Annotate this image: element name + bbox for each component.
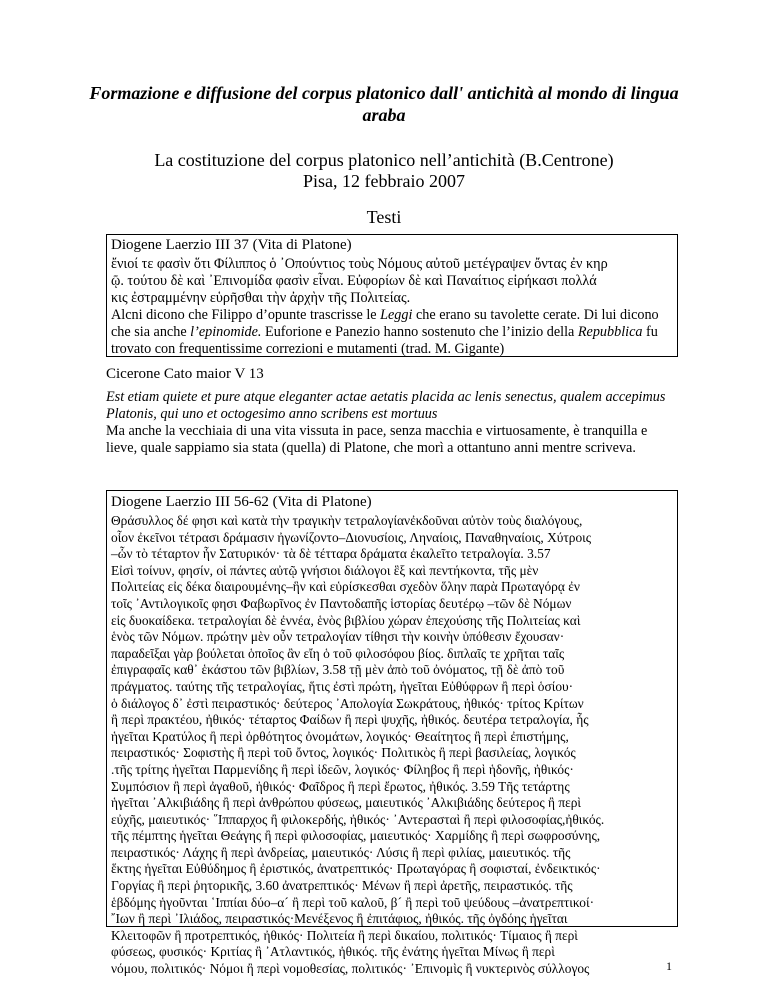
- greek-line: –ὧν τὸ τέταρτον ἦν Σατυρικόν· τὰ δὲ τέτταρα δράματα ἐκαλεῖτο τετραλογία. 3.57: [111, 546, 551, 562]
- document-title: [60, 82, 708, 126]
- section-label: Testi: [366, 207, 402, 227]
- greek-line: κις ἐστραμμένην εὑρῆσθαι τὴν ἀρχὴν τῆς Πολιτείας.: [111, 290, 411, 306]
- title-line-1: Formazione e diffusione del corpus platonico dall' antichità al mondo di lingua: [89, 83, 679, 103]
- italian-translation: Ma anche la vecchiaia di una vita vissuta in pace, senza macchia e virtuosamente, è tranquilla e lieve, quale sappiamo sia stata (quella) di Platone, che morì a ottantuno anni mentre scriveva.: [106, 423, 648, 456]
- subtitle-line-2: Pisa, 12 febbraio 2007: [303, 171, 465, 191]
- greek-line: ἕκτης ἡγεῖται Εὐθύδημος ἢ ἐριστικός, ἀνατρεπτικός· Πρωταγόρας ἢ σοφισταί, ἐνδεικτικός·: [111, 861, 601, 877]
- greek-line: παραδεῖξαι γὰρ βούλεται ὁποῖος ἂν εἴη ὁ τοῦ φιλοσόφου βίος. διπλαῖς τε χρῆται ταῖς: [111, 645, 565, 661]
- title-line-2: araba: [362, 105, 406, 125]
- greek-line: .τῆς τρίτης ἡγεῖται Παρμενίδης ἢ περὶ ἰδεῶν, λογικός· Φίληβος ἢ περὶ ἡδονῆς, ἠθικός·: [111, 761, 574, 777]
- greek-line: εὐχῆς, μαιευτικός· ῞Ιππαρχος ἢ φιλοκερδής, ἠθικός· ᾿Αντερασταὶ ἢ περὶ φιλοσοφίας,ἠθικός.: [111, 811, 605, 827]
- greek-line: πειραστικός· Σοφιστὴς ἢ περὶ τοῦ ὄντος, λογικός· Πολιτικὸς ἢ περὶ βασιλείας, λογικός: [111, 745, 576, 761]
- greek-line: Θράσυλλος δέ φησι καὶ κατὰ τὴν τραγικὴν τετραλογίανἐκδοῦναι αὐτὸν τοὺς διαλόγους,: [111, 513, 583, 528]
- source-heading: Diogene Laerzio III 37 (Vita di Platone): [111, 237, 352, 253]
- greek-line: νόμου, πολιτικός· Νόμοι ἢ περὶ νομοθεσίας, πολιτικός· ᾿Επινομὶς ἢ νυκτερινὸς σύλλογος: [111, 961, 590, 977]
- greek-line: τῆς πέμπτης ἡγεῖται Θεάγης ἢ περὶ φιλοσοφίας, μαιευτικός· Χαρμίδης ἢ περὶ σωφροσύνης,: [111, 828, 601, 844]
- greek-line: εἰς δυοκαίδεκα. τετραλογίαι δὲ ἐννέα, ἑνὸς βιβλίου χώραν ἐπεχούσης τῆς Πολιτείας καὶ: [111, 612, 581, 628]
- translation-segment: Euforione e Panezio hanno sostenuto che l’inizio della: [261, 324, 578, 340]
- greek-line: ἡγεῖται ᾿Αλκιβιάδης ἢ περὶ ἀνθρώπου φύσεως, μαιευτικός ᾿Αλκιβιάδης δεύτερος ἢ περὶ: [111, 795, 581, 811]
- greek-line: Γοργίας ἢ περὶ ῥητορικῆς, 3.60 ἀνατρεπτικός· Μένων ἢ περὶ ἀρετῆς, πειραστικός. τῆς: [111, 878, 573, 894]
- translation-title-epinomide: l’epinomide.: [190, 324, 262, 340]
- greek-line: ἡγεῖται Κρατύλος ἢ περὶ ὀρθότητος ὀνομάτων, λογικός· Θεαίτητος ἢ περὶ ἐπιστήμης,: [111, 728, 569, 744]
- greek-line: οἷον ἐκεῖνοι τέτρασι δράμασιν ἠγωνίζοντο–Διονυσίοις, Ληναίοις, Παναθηναίοις, Χύτροις: [111, 529, 592, 545]
- source-box-diogenes-37: [106, 234, 678, 357]
- greek-line: ἐπιγραφαῖς καθ᾿ ἑκάστου τῶν βιβλίων, 3.58 τῇ μὲν ἀπὸ τοῦ ὀνόματος, τῇ δὲ ἀπὸ τοῦ: [111, 662, 565, 678]
- greek-line: ῎Ιων ἢ περὶ ᾿Ιλιάδος, πειραστικός·Μενέξενος ἢ ἐπιτάφιος, ἠθικός. τῆς ὀγδόης ἡγεῖται: [111, 911, 568, 927]
- greek-line: πράγματος. ταύτης τῆς τετραλογίας, ἥτις ἐστὶ πρώτη, ἡγεῖται Εὐθύφρων ἢ περὶ ὁσίου·: [111, 678, 574, 694]
- source-heading: Cicerone Cato maior V 13: [106, 366, 264, 382]
- greek-line: ὁ διάλογος δ᾿ ἐστὶ πειραστικός· δεύτερος ᾿Απολογία Σωκράτους, ἠθικός· τρίτος Κρίτων: [111, 695, 584, 711]
- greek-line: ἑνὸς τῶν Νόμων. πρώτην μὲν οὖν τετραλογίαν τίθησι τὴν κοινὴν ὑπόθεσιν ἔχουσαν·: [111, 629, 565, 645]
- greek-line: ῷ. τούτου δὲ καὶ ᾿Επινομίδα φασὶν εἶναι. Εὐφορίων δὲ καὶ Παναίτιος εἰρήκασι πολλά: [111, 273, 597, 289]
- greek-line: Συμπόσιον ἢ περὶ ἀγαθοῦ, ἠθικός· Φαῖδρος ἢ περὶ ἔρωτος, ἠθικός. 3.59 Τῆς τετάρτης: [111, 778, 570, 794]
- greek-line: ἑβδόμης ἡγοῦνται ῾Ιππίαι δύο–α´ ἢ περὶ τοῦ καλοῦ, β´ ἢ περὶ τοῦ ψεύδους –ἀνατρεπτικοί·: [111, 894, 595, 910]
- greek-line: τοῖς ᾿Αντιλογικοῖς φησι Φαβωρῖνος ἐν Παντοδαπῆς ἱστορίας δευτέρῳ –τῶν δὲ Νόμων: [111, 595, 572, 611]
- greek-line: Πολιτείας εἰς δέκα διαιρουμένης–ἣν καὶ εὑρίσκεσθαι σχεδὸν ὅλην παρὰ Πρωταγόρᾳ ἐν: [111, 579, 580, 595]
- source-block-cicero: [106, 366, 678, 457]
- translation-segment: fu trovato con frequentissime correzioni e mutamenti (trad. M. Gigante): [111, 324, 658, 357]
- greek-line: ἔνιοί τε φασὶν ὅτι Φίλιππος ὁ ᾿Οπούντιος τοὺς Νόμους αὐτοῦ μετέγραψεν ὄντας ἐν κηρ: [111, 256, 608, 272]
- latin-text: Est etiam quiete et pure atque eleganter actae aetatis placida ac lenis senectus, qualem accepimus Platonis, qui uno et octogesimo anno scribens est mortuus: [106, 389, 666, 422]
- page-number: 1: [666, 959, 672, 973]
- source-box-diogenes-56-62: [106, 490, 678, 977]
- greek-line: φύσεως, φυσικός· Κριτίας ἢ ᾿Ατλαντικός, ἠθικός. τῆς ἐνάτης ἡγεῖται Μίνως ἢ περὶ: [111, 944, 555, 960]
- source-heading: Diogene Laerzio III 56-62 (Vita di Platone): [111, 494, 372, 510]
- greek-line: Κλειτοφῶν ἢ προτρεπτικός, ἠθικός· Πολιτεία ἢ περὶ δικαίου, πολιτικός· Τίμαιος ἢ περὶ: [111, 927, 578, 943]
- italian-translation: [111, 307, 673, 358]
- translation-segment: Alcni dicono che Filippo d’opunte trascrisse le: [111, 307, 381, 323]
- greek-line: Εἰσὶ τοίνυν, φησίν, οἱ πάντες αὐτῷ γνήσιοι διάλογοι ἓξ καὶ πεντήκοντα, τῆς μὲν: [111, 562, 539, 578]
- lecture-subtitle: [60, 150, 708, 192]
- subtitle-line-1: La costituzione del corpus platonico nell’antichità (B.Centrone): [154, 150, 614, 170]
- greek-line: ἢ περὶ πρακτέου, ἠθικός· τέταρτος Φαίδων ἢ περὶ ψυχῆς, ἠθικός. δευτέρα τετραλογία, ἧς: [111, 712, 589, 728]
- translation-title-repubblica: Repubblica: [577, 324, 643, 340]
- greek-line: πειραστικός· Λάχης ἢ περὶ ἀνδρείας, μαιευτικός· Λύσις ἢ περὶ φιλίας, μαιευτικός. τῆς: [111, 844, 571, 860]
- translation-segment: che erano su tavolette cerate. Di lui dicono che sia anche: [111, 307, 659, 340]
- translation-title-leggi: Leggi: [380, 307, 413, 323]
